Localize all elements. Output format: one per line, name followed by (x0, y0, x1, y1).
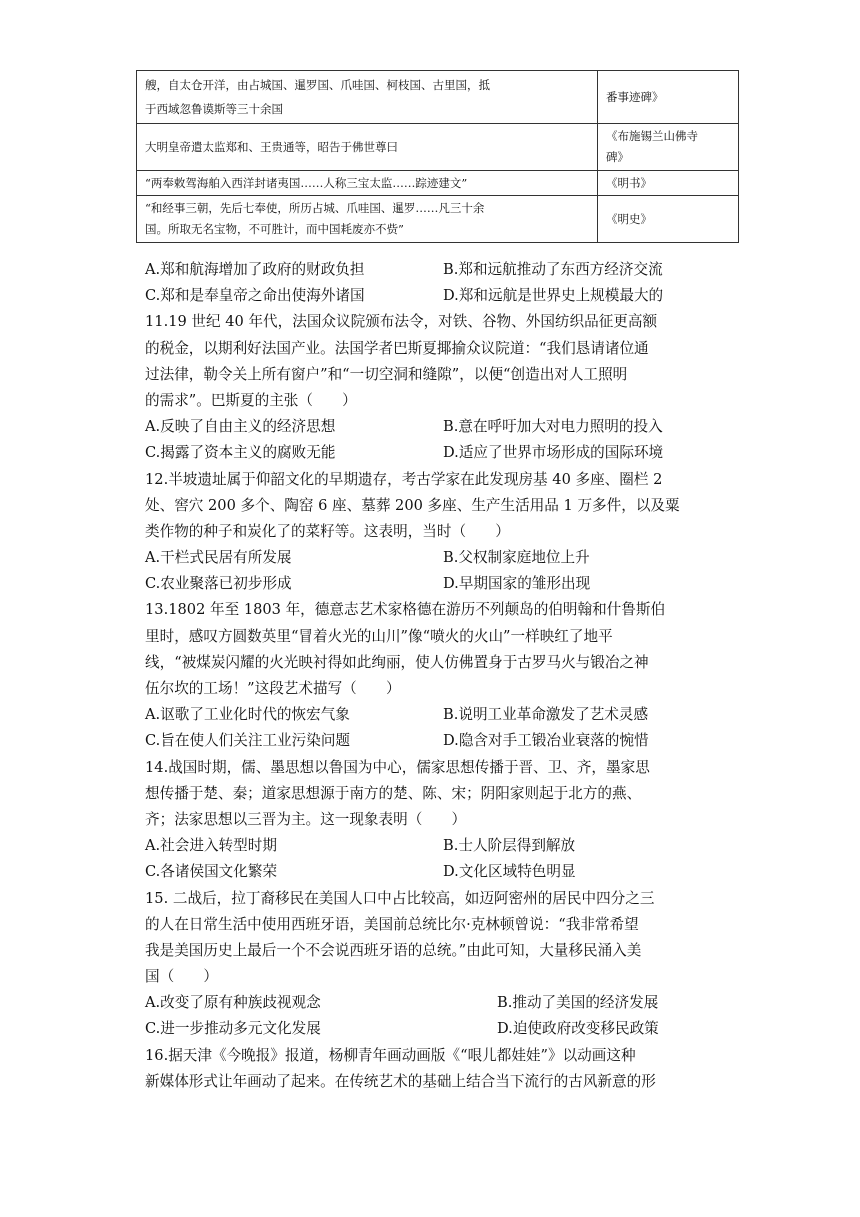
questions-body (145, 257, 745, 1095)
q12-option-c: C.农业聚落已初步形成 (145, 575, 292, 593)
q11-stem: 过法律，勒令关上所有窗户”和“一切空洞和缝隙”，以便“创造出对人工照明 (145, 365, 628, 383)
table-cell-content (137, 171, 598, 196)
q12-option-d: D.早期国家的雏形出现 (443, 575, 591, 593)
table-row (137, 71, 739, 124)
q13-stem: 线，“被煤炭闪耀的火光映衬得如此绚丽，使人仿佛置身于古罗马火与锻冶之神 (145, 653, 649, 671)
q10-options-row (145, 283, 745, 309)
q14-stem: 想传播于楚、秦；道家思想源于南方的楚、陈、宋；阴阳家则起于北方的燕、 (145, 784, 642, 802)
historical-sources-table (136, 70, 739, 243)
q10-options-row (145, 257, 745, 283)
q14-option-a: A.社会进入转型时期 (145, 837, 277, 855)
cell-line: 碑》 (606, 150, 629, 164)
q13-stem: 里时，感叹方圆数英里“冒着火光的山川”像“喷火的火山”一样映红了地平 (145, 627, 613, 645)
q13-stem: 伍尔坎的工场！”这段艺术描写（ ） (145, 680, 401, 697)
cell-line: 番事迹碑》 (606, 90, 664, 104)
q10-option-a: A.郑和航海增加了政府的财政负担 (145, 261, 365, 278)
q11-options-row (145, 414, 745, 440)
table-cell-source (598, 124, 739, 171)
q11-option-c: C.揭露了资本主义的腐败无能 (145, 444, 336, 462)
q11-stem: 的税金，以期利好法国产业。法国学者巴斯夏揶揄众议院道：“我们恳请诸位通 (145, 339, 649, 357)
q16-stem: 新媒体形式让年画动了起来。在传统艺术的基础上结合当下流行的古风新意的形 (145, 1072, 656, 1090)
q15-options-row (145, 1016, 745, 1042)
q13-options-row (145, 728, 745, 754)
q15-stem: 的人在日常生活中使用西班牙语，美国前总统比尔·克林顿曾说：“我非常希望 (145, 915, 639, 933)
q14-option-d: D.文化区域特色明显 (443, 863, 576, 881)
cell-line: 于西域忽鲁谟斯等三十余国 (145, 102, 283, 116)
q12-option-a: A.干栏式民居有所发展 (145, 549, 292, 567)
table-cell-source (598, 71, 739, 124)
q14-option-b: B.士人阶层得到解放 (443, 837, 576, 855)
q14-option-c: C.各诸侯国文化繁荣 (145, 863, 278, 881)
q12-options-row (145, 545, 745, 571)
q12-stem: 类作物的种子和炭化了的菜籽等。这表明，当时（ ） (145, 522, 510, 540)
q12-option-b: B.父权制家庭地位上升 (443, 549, 590, 567)
q16-stem: 16.据天津《今晚报》报道，杨柳青年画动画版《“哏儿都娃娃”》以动画这种 (145, 1046, 636, 1064)
table-cell-content (137, 71, 598, 124)
cell-line: 国。所取无名宝物，不可胜计，而中国耗废亦不赀” (145, 222, 404, 236)
q12-options-row (145, 571, 745, 597)
q11-option-a: A.反映了自由主义的经济思想 (145, 418, 336, 436)
q15-stem: 15. 二战后，拉丁裔移民在美国人口中占比较高，如迈阿密州的居民中四分之三 (145, 889, 655, 907)
table-row (137, 124, 739, 171)
cell-line: 《布施锡兰山佛寺 (606, 129, 698, 143)
q15-option-d: D.迫使政府改变移民政策 (497, 1020, 659, 1038)
q10-option-c: C.郑和是奉皇帝之命出使海外诸国 (145, 287, 365, 305)
q12-stem: 12.半坡遗址属于仰韶文化的早期遗存，考古学家在此发现房基 40 多座、圈栏 2 (145, 470, 663, 488)
q15-stem: 我是美国历史上最后一个不会说西班牙语的总统。”由此可知，大量移民涌入美 (145, 941, 642, 959)
q15-option-b: B.推动了美国的经济发展 (497, 994, 659, 1012)
table-row (137, 171, 739, 196)
table-row (137, 196, 739, 243)
cell-line: 艘，自太仓开洋，由占城国、暹罗国、爪哇国、柯枝国、古里国，抵 (145, 78, 490, 92)
q11-option-b: B.意在呼吁加大对电力照明的投入 (443, 418, 663, 436)
table-cell-source (598, 196, 739, 243)
q14-stem: 14.战国时期，儒、墨思想以鲁国为中心，儒家思想传播于晋、卫、齐，墨家思 (145, 758, 650, 776)
cell-line: “两奉敕驾海舶入西洋封诸夷国……人称三宝太监……踪迹建文” (145, 176, 468, 190)
q14-stem: 齐；法家思想以三晋为主。这一现象表明（ ） (145, 810, 467, 828)
q14-options-row (145, 833, 745, 859)
q13-stem: 13.1802 年至 1803 年，德意志艺术家格德在游历不列颠岛的伯明翰和什鲁斯伯 (145, 601, 666, 619)
q14-options-row (145, 859, 745, 885)
q13-option-a: A.讴歌了工业化时代的恢宏气象 (145, 706, 350, 724)
q13-option-b: B.说明工业革命激发了艺术灵感 (443, 706, 649, 724)
table-cell-source (598, 171, 739, 196)
q13-options-row (145, 702, 745, 728)
cell-line: “和经事三朝，先后七奉使，所历占城、爪哇国、暹罗……凡三十余 (145, 201, 485, 215)
q10-option-d: D.郑和远航是世界史上规模最大的 (443, 287, 664, 305)
q11-option-d: D.适应了世界市场形成的国际环境 (443, 444, 664, 462)
q15-option-a: A.改变了原有种族歧视观念 (145, 994, 321, 1012)
q11-options-row (145, 440, 745, 466)
cell-line: 大明皇帝遣太监郑和、王贵通等，昭告于佛世尊曰 (145, 140, 398, 154)
table-cell-content (137, 196, 598, 243)
q11-stem: 11.19 世纪 40 年代，法国众议院颁布法令，对铁、谷物、外国纺织品征更高额 (145, 313, 658, 331)
cell-line: 《明书》 (606, 176, 652, 190)
q15-stem: 国（ ） (145, 968, 218, 986)
q11-stem: 的需求”。巴斯夏的主张（ ） (145, 391, 357, 409)
q13-option-d: D.隐含对手工锻冶业衰落的惋惜 (443, 732, 649, 750)
q13-option-c: C.旨在使人们关注工业污染问题 (145, 732, 351, 750)
table-cell-content (137, 124, 598, 171)
q10-option-b: B.郑和远航推动了东西方经济交流 (443, 261, 663, 278)
q15-options-row (145, 990, 745, 1016)
q15-option-c: C.进一步推动多元文化发展 (145, 1020, 321, 1038)
cell-line: 《明史》 (606, 211, 652, 226)
q12-stem: 处、窖穴 200 多个、陶窑 6 座、墓葬 200 多座、生产生活用品 1 万多件，以及粟 (145, 496, 680, 514)
